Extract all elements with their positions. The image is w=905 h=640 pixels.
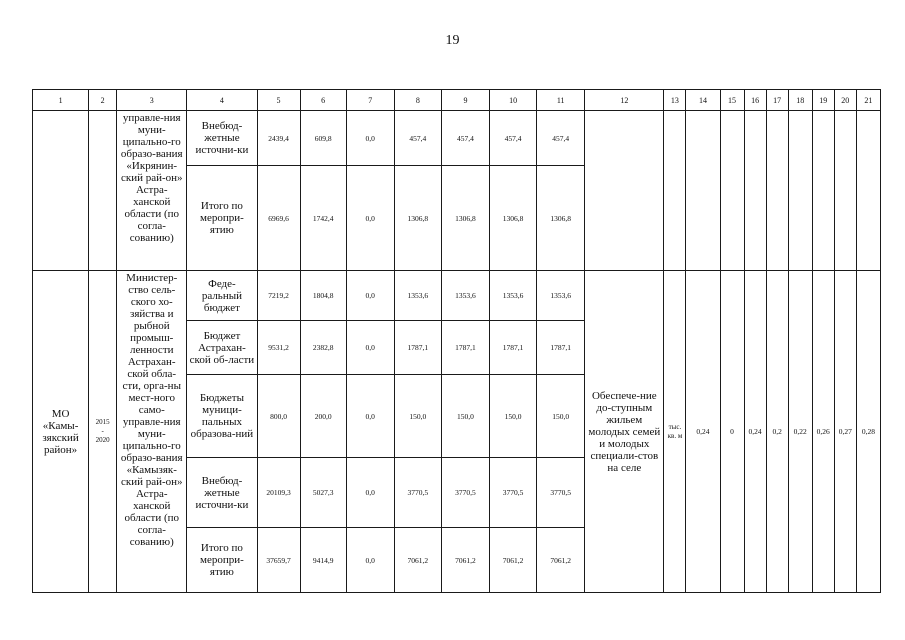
value-cell: 7219,2: [257, 271, 300, 321]
value-cell: 0,0: [346, 321, 394, 375]
indicator-value: 0,22: [788, 271, 812, 593]
indicator-value: [766, 111, 788, 271]
organization-cell: Министер-ство сель-ского хо-зяйства и рыбной промыш-ленности Астрахан-ской обла-сти, орга-ны мест-ного само-управле-ния муни-ципально-го образо-вания «Камызяк-ский рай-он» Астра-ханской области (по согла-сованию): [117, 271, 187, 593]
value-cell: 3770,5: [441, 458, 489, 528]
value-cell: 3770,5: [394, 458, 441, 528]
value-cell: 1804,8: [300, 271, 346, 321]
value-cell: 2439,4: [257, 111, 300, 166]
page-number: 19: [445, 33, 460, 48]
value-cell: 5027,3: [300, 458, 346, 528]
indicator-value: [856, 111, 880, 271]
value-cell: 37659,7: [257, 528, 300, 593]
col-header: 13: [664, 90, 686, 111]
value-cell: 0,0: [346, 166, 394, 271]
col-header: 18: [788, 90, 812, 111]
col-header: 17: [766, 90, 788, 111]
unit-cell: [664, 111, 686, 271]
col-header: 5: [257, 90, 300, 111]
value-cell: 150,0: [490, 375, 537, 458]
funding-source: Бюджеты муници-пальных образова-ний: [187, 375, 257, 458]
value-cell: 7061,2: [441, 528, 489, 593]
budget-table: [32, 89, 881, 593]
value-cell: 457,4: [441, 111, 489, 166]
funding-source: Внебюд-жетные источни-ки: [187, 458, 257, 528]
indicator-value: 0: [720, 271, 744, 593]
indicator-value: [788, 111, 812, 271]
value-cell: 609,8: [300, 111, 346, 166]
funding-source: Итого по меропри-ятию: [187, 528, 257, 593]
value-cell: 800,0: [257, 375, 300, 458]
organization-cell: управле-ния муни-ципально-го образо-вания «Икрянин-ский рай-он» Астра-ханской области (по согла-сованию): [117, 111, 187, 271]
col-header: 2: [89, 90, 117, 111]
col-header: 12: [585, 90, 664, 111]
col-header: 19: [812, 90, 834, 111]
indicator-value: [686, 111, 720, 271]
value-cell: 20109,3: [257, 458, 300, 528]
col-header: 11: [537, 90, 585, 111]
indicator-value: [744, 111, 766, 271]
value-cell: 1742,4: [300, 166, 346, 271]
col-header: 14: [686, 90, 720, 111]
municipality-cell: [33, 111, 89, 271]
value-cell: 9531,2: [257, 321, 300, 375]
value-cell: 1306,8: [441, 166, 489, 271]
value-cell: 0,0: [346, 111, 394, 166]
value-cell: 1306,8: [490, 166, 537, 271]
value-cell: 1787,1: [394, 321, 441, 375]
value-cell: 1787,1: [537, 321, 585, 375]
col-header: 3: [117, 90, 187, 111]
value-cell: 1353,6: [394, 271, 441, 321]
value-cell: 200,0: [300, 375, 346, 458]
value-cell: 1787,1: [441, 321, 489, 375]
value-cell: 150,0: [441, 375, 489, 458]
col-header: 1: [33, 90, 89, 111]
col-header: 4: [187, 90, 257, 111]
col-header: 6: [300, 90, 346, 111]
value-cell: 0,0: [346, 458, 394, 528]
indicator-value: 0,26: [812, 271, 834, 593]
value-cell: 457,4: [490, 111, 537, 166]
col-header: 15: [720, 90, 744, 111]
value-cell: 3770,5: [490, 458, 537, 528]
indicator-value: 0,24: [686, 271, 720, 593]
value-cell: 7061,2: [537, 528, 585, 593]
value-cell: 1306,8: [394, 166, 441, 271]
value-cell: 6969,6: [257, 166, 300, 271]
municipality-cell: МО «Камы-зякский район»: [33, 271, 89, 593]
indicator-value: [812, 111, 834, 271]
indicator-value: 0,24: [744, 271, 766, 593]
period-cell: [89, 111, 117, 271]
indicator-value: 0,28: [856, 271, 880, 593]
unit-cell: тыс. кв. м: [664, 271, 686, 593]
funding-source: Феде-ральный бюджет: [187, 271, 257, 321]
period-start: 2015: [95, 418, 110, 426]
value-cell: 0,0: [346, 271, 394, 321]
period-cell: [89, 271, 117, 593]
value-cell: 0,0: [346, 375, 394, 458]
col-header: 7: [346, 90, 394, 111]
value-cell: 1306,8: [537, 166, 585, 271]
indicator-value: 0,2: [766, 271, 788, 593]
value-cell: 7061,2: [490, 528, 537, 593]
funding-source: Внебюд-жетные источни-ки: [187, 111, 257, 166]
indicator-value: 0,27: [834, 271, 856, 593]
col-header: 21: [856, 90, 880, 111]
value-cell: 2382,8: [300, 321, 346, 375]
col-header: 16: [744, 90, 766, 111]
col-header: 8: [394, 90, 441, 111]
indicator-value: [720, 111, 744, 271]
value-cell: 9414,9: [300, 528, 346, 593]
funding-source: Бюджет Астрахан-ской об-ласти: [187, 321, 257, 375]
col-header: 10: [490, 90, 537, 111]
indicator-cell: Обеспече-ние до-ступным жильем молодых семей и молодых специали-стов на селе: [585, 271, 664, 593]
value-cell: 7061,2: [394, 528, 441, 593]
value-cell: 150,0: [394, 375, 441, 458]
indicator-value: [834, 111, 856, 271]
table-row: [33, 111, 881, 166]
value-cell: 457,4: [394, 111, 441, 166]
col-header: 9: [441, 90, 489, 111]
value-cell: 1787,1: [490, 321, 537, 375]
value-cell: 150,0: [537, 375, 585, 458]
col-header: 20: [834, 90, 856, 111]
indicator-cell: [585, 111, 664, 271]
value-cell: 3770,5: [537, 458, 585, 528]
funding-source: Итого по меропри-ятию: [187, 166, 257, 271]
value-cell: 1353,6: [537, 271, 585, 321]
value-cell: 1353,6: [490, 271, 537, 321]
value-cell: 1353,6: [441, 271, 489, 321]
period-end: 2020: [95, 436, 110, 444]
value-cell: 457,4: [537, 111, 585, 166]
value-cell: 0,0: [346, 528, 394, 593]
header-row: [33, 90, 881, 111]
table-row: [33, 271, 881, 321]
period-separator: -: [101, 427, 104, 435]
